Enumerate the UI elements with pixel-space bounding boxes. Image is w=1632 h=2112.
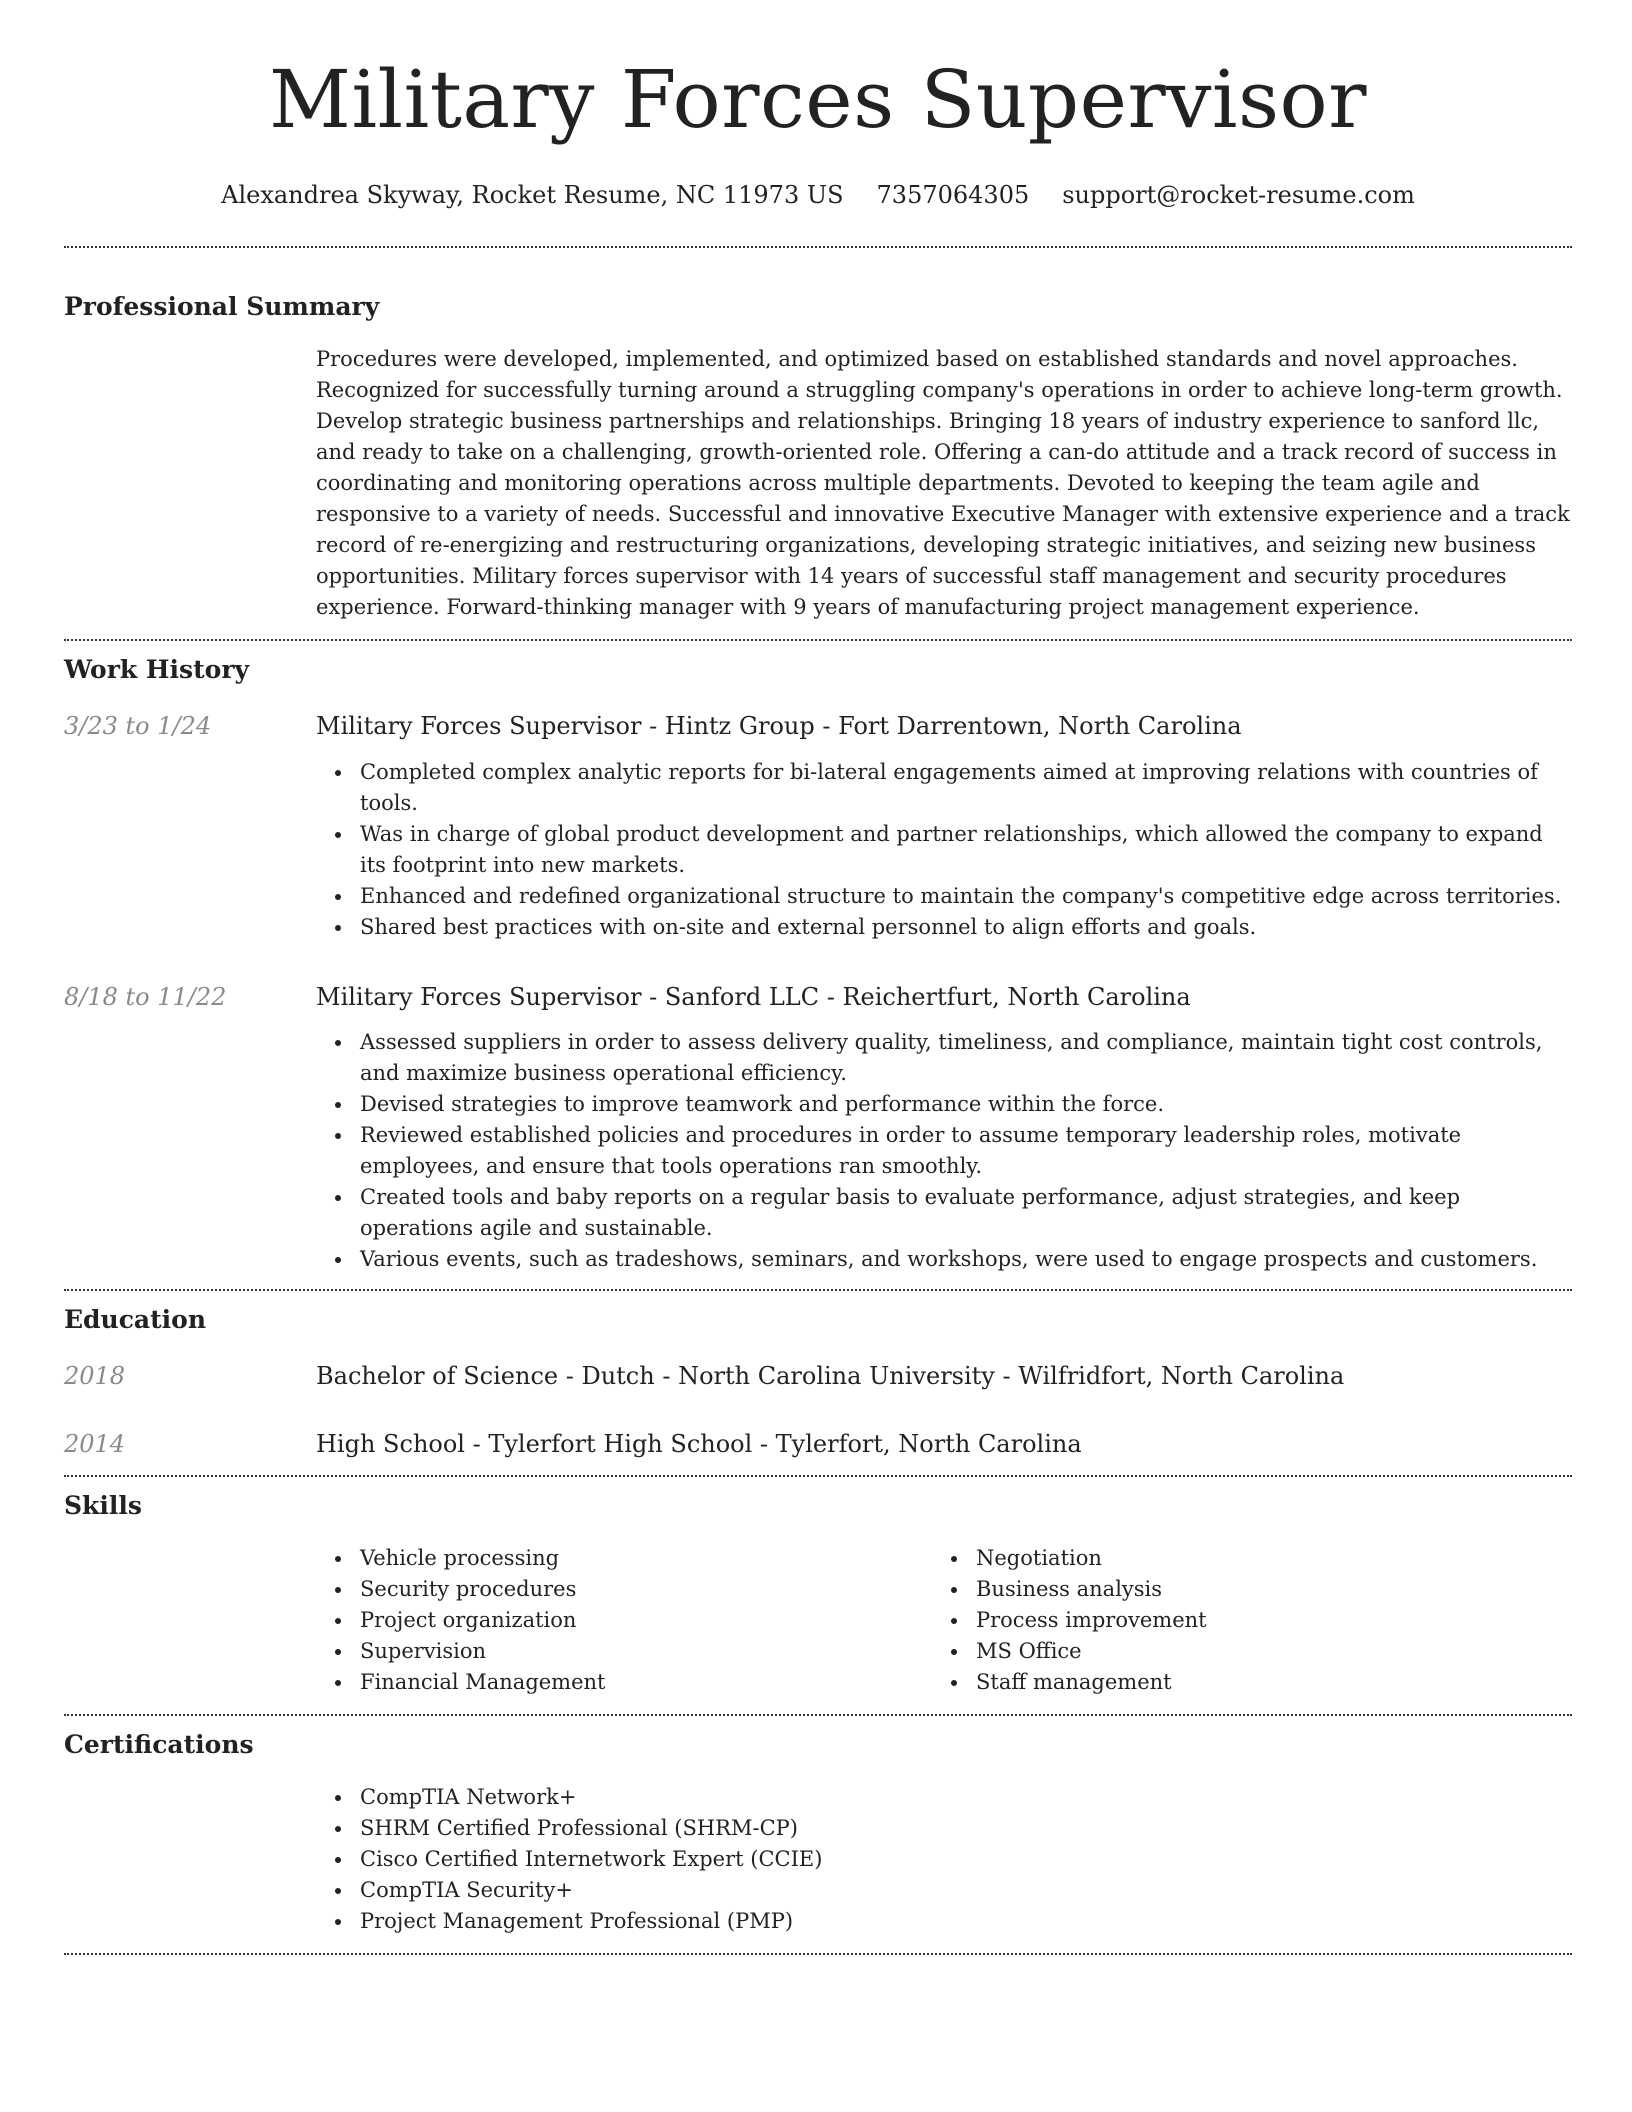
skills-column xyxy=(976,1543,1476,1698)
skill-item: Security procedures xyxy=(360,1574,976,1605)
skill-item: Vehicle processing xyxy=(360,1543,976,1574)
education-title: Bachelor of Science - Dutch - North Carolina University - Wilfridfort, North Carolina xyxy=(316,1362,1345,1390)
job-header xyxy=(64,709,1572,743)
certification-item: Project Management Professional (PMP) xyxy=(360,1906,1572,1937)
section-title-education: Education xyxy=(64,1305,207,1334)
job-bullet: Completed complex analytic reports for bi-lateral engagements aimed at improving relations with countries of tools. xyxy=(360,757,1572,819)
job-bullet: Various events, such as tradeshows, seminars, and workshops, were used to engage prospects and customers. xyxy=(360,1244,1572,1275)
education-year: 2018 xyxy=(64,1362,126,1390)
skills-column xyxy=(360,1543,976,1698)
job-header xyxy=(64,980,1572,1014)
education-entry xyxy=(64,1359,1572,1393)
section-title-work-history: Work History xyxy=(64,655,250,684)
resume-page xyxy=(64,0,1572,1955)
certification-item: CompTIA Network+ xyxy=(360,1782,1572,1813)
job-dates: 3/23 to 1/24 xyxy=(64,712,212,740)
certification-item: SHRM Certified Professional (SHRM-CP) xyxy=(360,1813,1572,1844)
skill-item: Negotiation xyxy=(976,1543,1476,1574)
job-dates: 8/18 to 11/22 xyxy=(64,983,227,1011)
divider xyxy=(64,1714,1572,1716)
skills-section xyxy=(64,1489,1572,1714)
divider xyxy=(64,1953,1572,1955)
job-entry xyxy=(64,709,1572,943)
skill-item: Financial Management xyxy=(360,1667,976,1698)
skill-item: Supervision xyxy=(360,1636,976,1667)
certifications-list xyxy=(360,1782,1572,1953)
job-title: Military Forces Supervisor - Hintz Group - Fort Darrentown, North Carolina xyxy=(316,712,1242,740)
section-title-skills: Skills xyxy=(64,1491,142,1520)
summary-text: Procedures were developed, implemented, and optimized based on established standards and novel approaches. Recognized for successfully turning around a struggling company's operations in order to achieve long-term growth. Develop strategic business partnerships and relationships. Bringing 18 years of industry experience to sanford llc, and ready to take on a challenging, growth-oriented role. Offering a can-do attitude and a track record of success in coordinating and monitoring operations across multiple departments. Devoted to keeping the team agile and responsive to a variety of needs. Successful and innovative Executive Manager with extensive experience and a track record of re-energizing and restructuring organizations, developing strategic initiatives, and seizing new business opportunities. Military forces supervisor with 14 years of successful staff management and security procedures experience. Forward-thinking manager with 9 years of manufacturing project management experience. xyxy=(316,347,1570,619)
section-title-certifications: Certifications xyxy=(64,1730,254,1759)
skills-list xyxy=(976,1543,1476,1698)
work-history-section xyxy=(64,653,1572,1289)
address: Alexandrea Skyway, Rocket Resume, NC 11973 US xyxy=(221,181,844,209)
skills-list xyxy=(360,1543,976,1698)
candidate-name: Military Forces Supervisor xyxy=(269,53,1367,146)
skill-item: MS Office xyxy=(976,1636,1476,1667)
resume-header xyxy=(64,0,1572,212)
divider xyxy=(64,639,1572,641)
skill-item: Process improvement xyxy=(976,1605,1476,1636)
job-bullet: Shared best practices with on-site and external personnel to align efforts and goals. xyxy=(360,912,1572,943)
job-bullet: Enhanced and redefined organizational structure to maintain the company's competitive edge across territories. xyxy=(360,881,1572,912)
education-year: 2014 xyxy=(64,1430,126,1458)
job-entry xyxy=(64,980,1572,1289)
certifications-section xyxy=(64,1728,1572,1953)
education-section xyxy=(64,1303,1572,1475)
job-bullet: Reviewed established policies and procedures in order to assume temporary leadership roles, motivate employees, and ensure that tools operations ran smoothly. xyxy=(360,1120,1572,1182)
job-title: Military Forces Supervisor - Sanford LLC - Reichertfurt, North Carolina xyxy=(316,983,1191,1011)
education-title: High School - Tylerfort High School - Tylerfort, North Carolina xyxy=(316,1430,1082,1458)
education-entry xyxy=(64,1427,1572,1475)
skill-item: Business analysis xyxy=(976,1574,1476,1605)
skill-item: Project organization xyxy=(360,1605,976,1636)
divider xyxy=(64,1475,1572,1477)
job-bullet: Devised strategies to improve teamwork and performance within the force. xyxy=(360,1089,1572,1120)
job-bullet: Created tools and baby reports on a regular basis to evaluate performance, adjust strategies, and keep operations agile and sustainable. xyxy=(360,1182,1572,1244)
certification-item: Cisco Certified Internetwork Expert (CCIE) xyxy=(360,1844,1572,1875)
job-bullet: Assessed suppliers in order to assess delivery quality, timeliness, and compliance, maintain tight cost controls, and maximize business operational efficiency. xyxy=(360,1027,1572,1089)
phone: 7357064305 xyxy=(876,181,1030,209)
divider xyxy=(64,246,1572,248)
skill-item: Staff management xyxy=(976,1667,1476,1698)
summary-section xyxy=(64,290,1572,639)
section-title-summary: Professional Summary xyxy=(64,292,380,321)
job-bullets xyxy=(360,757,1572,943)
skills-grid xyxy=(360,1543,1572,1714)
job-bullets xyxy=(360,1027,1572,1289)
job-bullet: Was in charge of global product development and partner relationships, which allowed the company to expand its footprint into new markets. xyxy=(360,819,1572,881)
certification-item: CompTIA Security+ xyxy=(360,1875,1572,1906)
divider xyxy=(64,1289,1572,1291)
email: support@rocket-resume.com xyxy=(1062,181,1415,209)
contact-line xyxy=(64,178,1572,212)
